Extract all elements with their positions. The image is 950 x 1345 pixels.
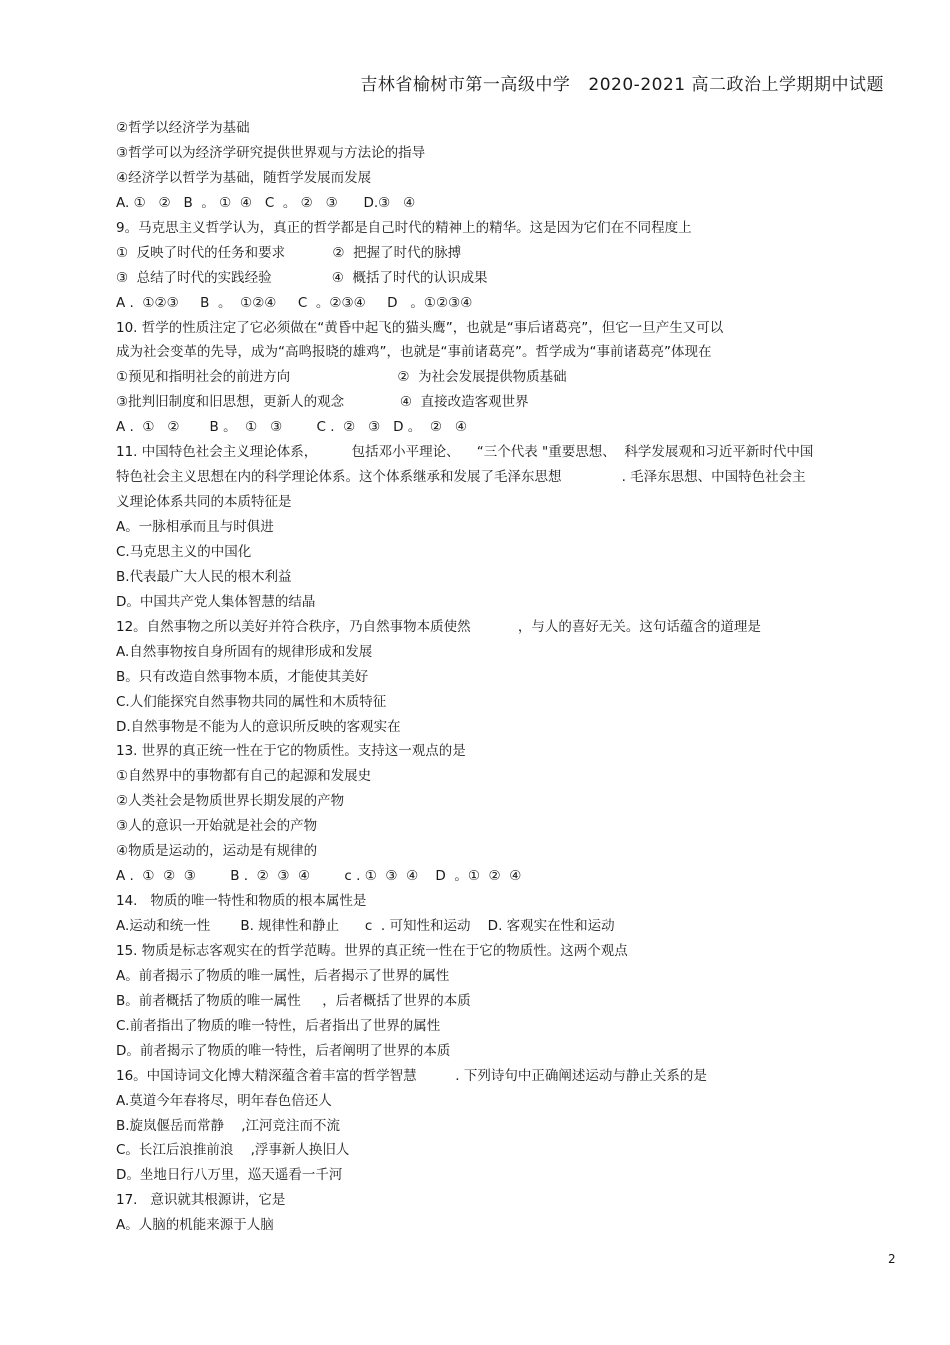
- text-line: ②哲学以经济学为基础: [116, 120, 250, 136]
- text-line: D。坐地日行八万里，巡天遥看一千河: [116, 1167, 343, 1184]
- text-line: 14. 物质的唯一特性和物质的根本属性是: [116, 893, 367, 910]
- text-line: ③哲学可以为经济学研究提供世界观与方法论的指导: [116, 144, 426, 161]
- text-line: ①预见和指明社会的前进方向 ② 为社会发展提供物质基础: [116, 369, 567, 386]
- text-line: B.代表最广大人民的根木利益: [116, 568, 292, 585]
- text-line: C.前者指出了物质的唯一特性，后者指出了世界的属性: [116, 1017, 441, 1034]
- text-line: 义理论体系共同的本质特征是: [116, 494, 292, 511]
- text-line: ④物质是运动的，运动是有规律的: [116, 843, 318, 860]
- text-line: 特色社会主义思想在内的科学理论体系。这个体系继承和发展了毛泽东思想 . 毛泽东思想、中国特色社会主: [116, 469, 806, 486]
- text-line: B.旋岚偃岳而常静 ,江河竞注而不流: [116, 1117, 341, 1134]
- text-line: A。人脑的机能来源于人脑: [116, 1217, 274, 1234]
- text-line: A . ① ② ③ B . ② ③ ④ c . ① ③ ④ D 。① ② ④: [116, 868, 522, 885]
- text-line: 13. 世界的真正统一性在于它的物质性。支持这一观点的是: [116, 743, 466, 760]
- text-line: D。前者揭示了物质的唯一特性，后者阐明了世界的本质: [116, 1042, 451, 1059]
- text-line: A.莫道今年春将尽，明年春色倍还人: [116, 1092, 332, 1109]
- text-line: 11. 中国特色社会主义理论体系， 包括邓小平理论、 “三个代表 "重要思想、 科学发展观和习近平新时代中国: [116, 444, 814, 461]
- text-line: ②人类社会是物质世界长期发展的产物: [116, 793, 345, 810]
- text-line: 10. 哲学的性质注定了它必须做在“黄昏中起飞的猫头鹰”，也就是“事后诸葛亮”，但它一旦产生又可以: [116, 319, 724, 336]
- text-line: ③批判旧制度和旧思想，更新人的观念 ④ 直接改造客观世界: [116, 394, 529, 411]
- text-line: 15. 物质是标志客观实在的哲学范畴。世界的真正统一性在于它的物质性。这两个观点: [116, 942, 628, 959]
- text-line: B。前者概括了物质的唯一属性 ，后者概括了世界的本质: [116, 992, 471, 1009]
- text-line: 17. 意识就其根源讲，它是: [116, 1192, 286, 1209]
- text-line: C.人们能探究自然事物共同的属性和木质特征: [116, 693, 387, 710]
- text-line: A.运动和统一性 B. 规律性和静止 c . 可知性和运动 D. 客观实在性和运动: [116, 918, 615, 934]
- text-line: 12。自然事物之所以美好并符合秩序，乃自然事物本质使然 ，与人的喜好无关。这句话蕴含的道理是: [116, 618, 761, 635]
- text-line: ③ 总结了时代的实践经验 ④ 概括了时代的认识成果: [116, 269, 488, 286]
- text-line: A。前者揭示了物质的唯一属性，后者揭示了世界的属性: [116, 967, 450, 984]
- text-line: D.自然事物是不能为人的意识所反映的客观实在: [116, 718, 401, 735]
- text-line: C.马克思主义的中国化: [116, 543, 252, 560]
- exam-content: [116, 116, 886, 1238]
- text-line: D。中国共产党人集体智慧的结晶: [116, 593, 316, 610]
- text-line: 成为社会变革的先导，成为“高鸣报晓的雄鸡”，也就是“事前诸葛亮”。哲学成为“事前诸葛亮”体现在: [116, 344, 712, 361]
- text-line: B。只有改造自然事物本质，才能使其美好: [116, 668, 369, 685]
- text-line: A.自然事物按自身所固有的规律形成和发展: [116, 643, 373, 660]
- header-school: 吉林省榆树市第一高级中学: [360, 75, 571, 95]
- text-line: A. ① ② B 。 ① ④ C 。 ② ③ D.③ ④: [116, 194, 416, 211]
- text-line: A。一脉相承而且与时俱进: [116, 519, 274, 535]
- text-line: 9。马克思主义哲学认为，真正的哲学都是自己时代的精神上的精华。这是因为它们在不同程度上: [116, 219, 692, 236]
- text-line: ①自然界中的事物都有自己的起源和发展史: [116, 768, 372, 785]
- text-line: 16。中国诗词文化博大精深蕴含着丰富的哲学智慧 . 下列诗句中正确阐述运动与静止关系的是: [116, 1067, 707, 1084]
- text-line: ③人的意识一开始就是社会的产物: [116, 818, 318, 835]
- page-header: [360, 70, 884, 95]
- text-line: ① 反映了时代的任务和要求 ② 把握了时代的脉搏: [116, 244, 462, 261]
- text-line: ④经济学以哲学为基础，随哲学发展而发展: [116, 169, 372, 186]
- text-line: A . ① ② B 。 ① ③ C . ② ③ D 。 ② ④: [116, 419, 467, 436]
- text-line: A . ①②③ B 。 ①②④ C 。②③④ D 。①②③④: [116, 294, 473, 311]
- page-number: 2: [888, 1252, 896, 1266]
- text-line: C。长江后浪推前浪 ,浮事新人换旧人: [116, 1142, 350, 1159]
- header-exam-title: 2020-2021 高二政治上学期期中试题: [588, 75, 884, 95]
